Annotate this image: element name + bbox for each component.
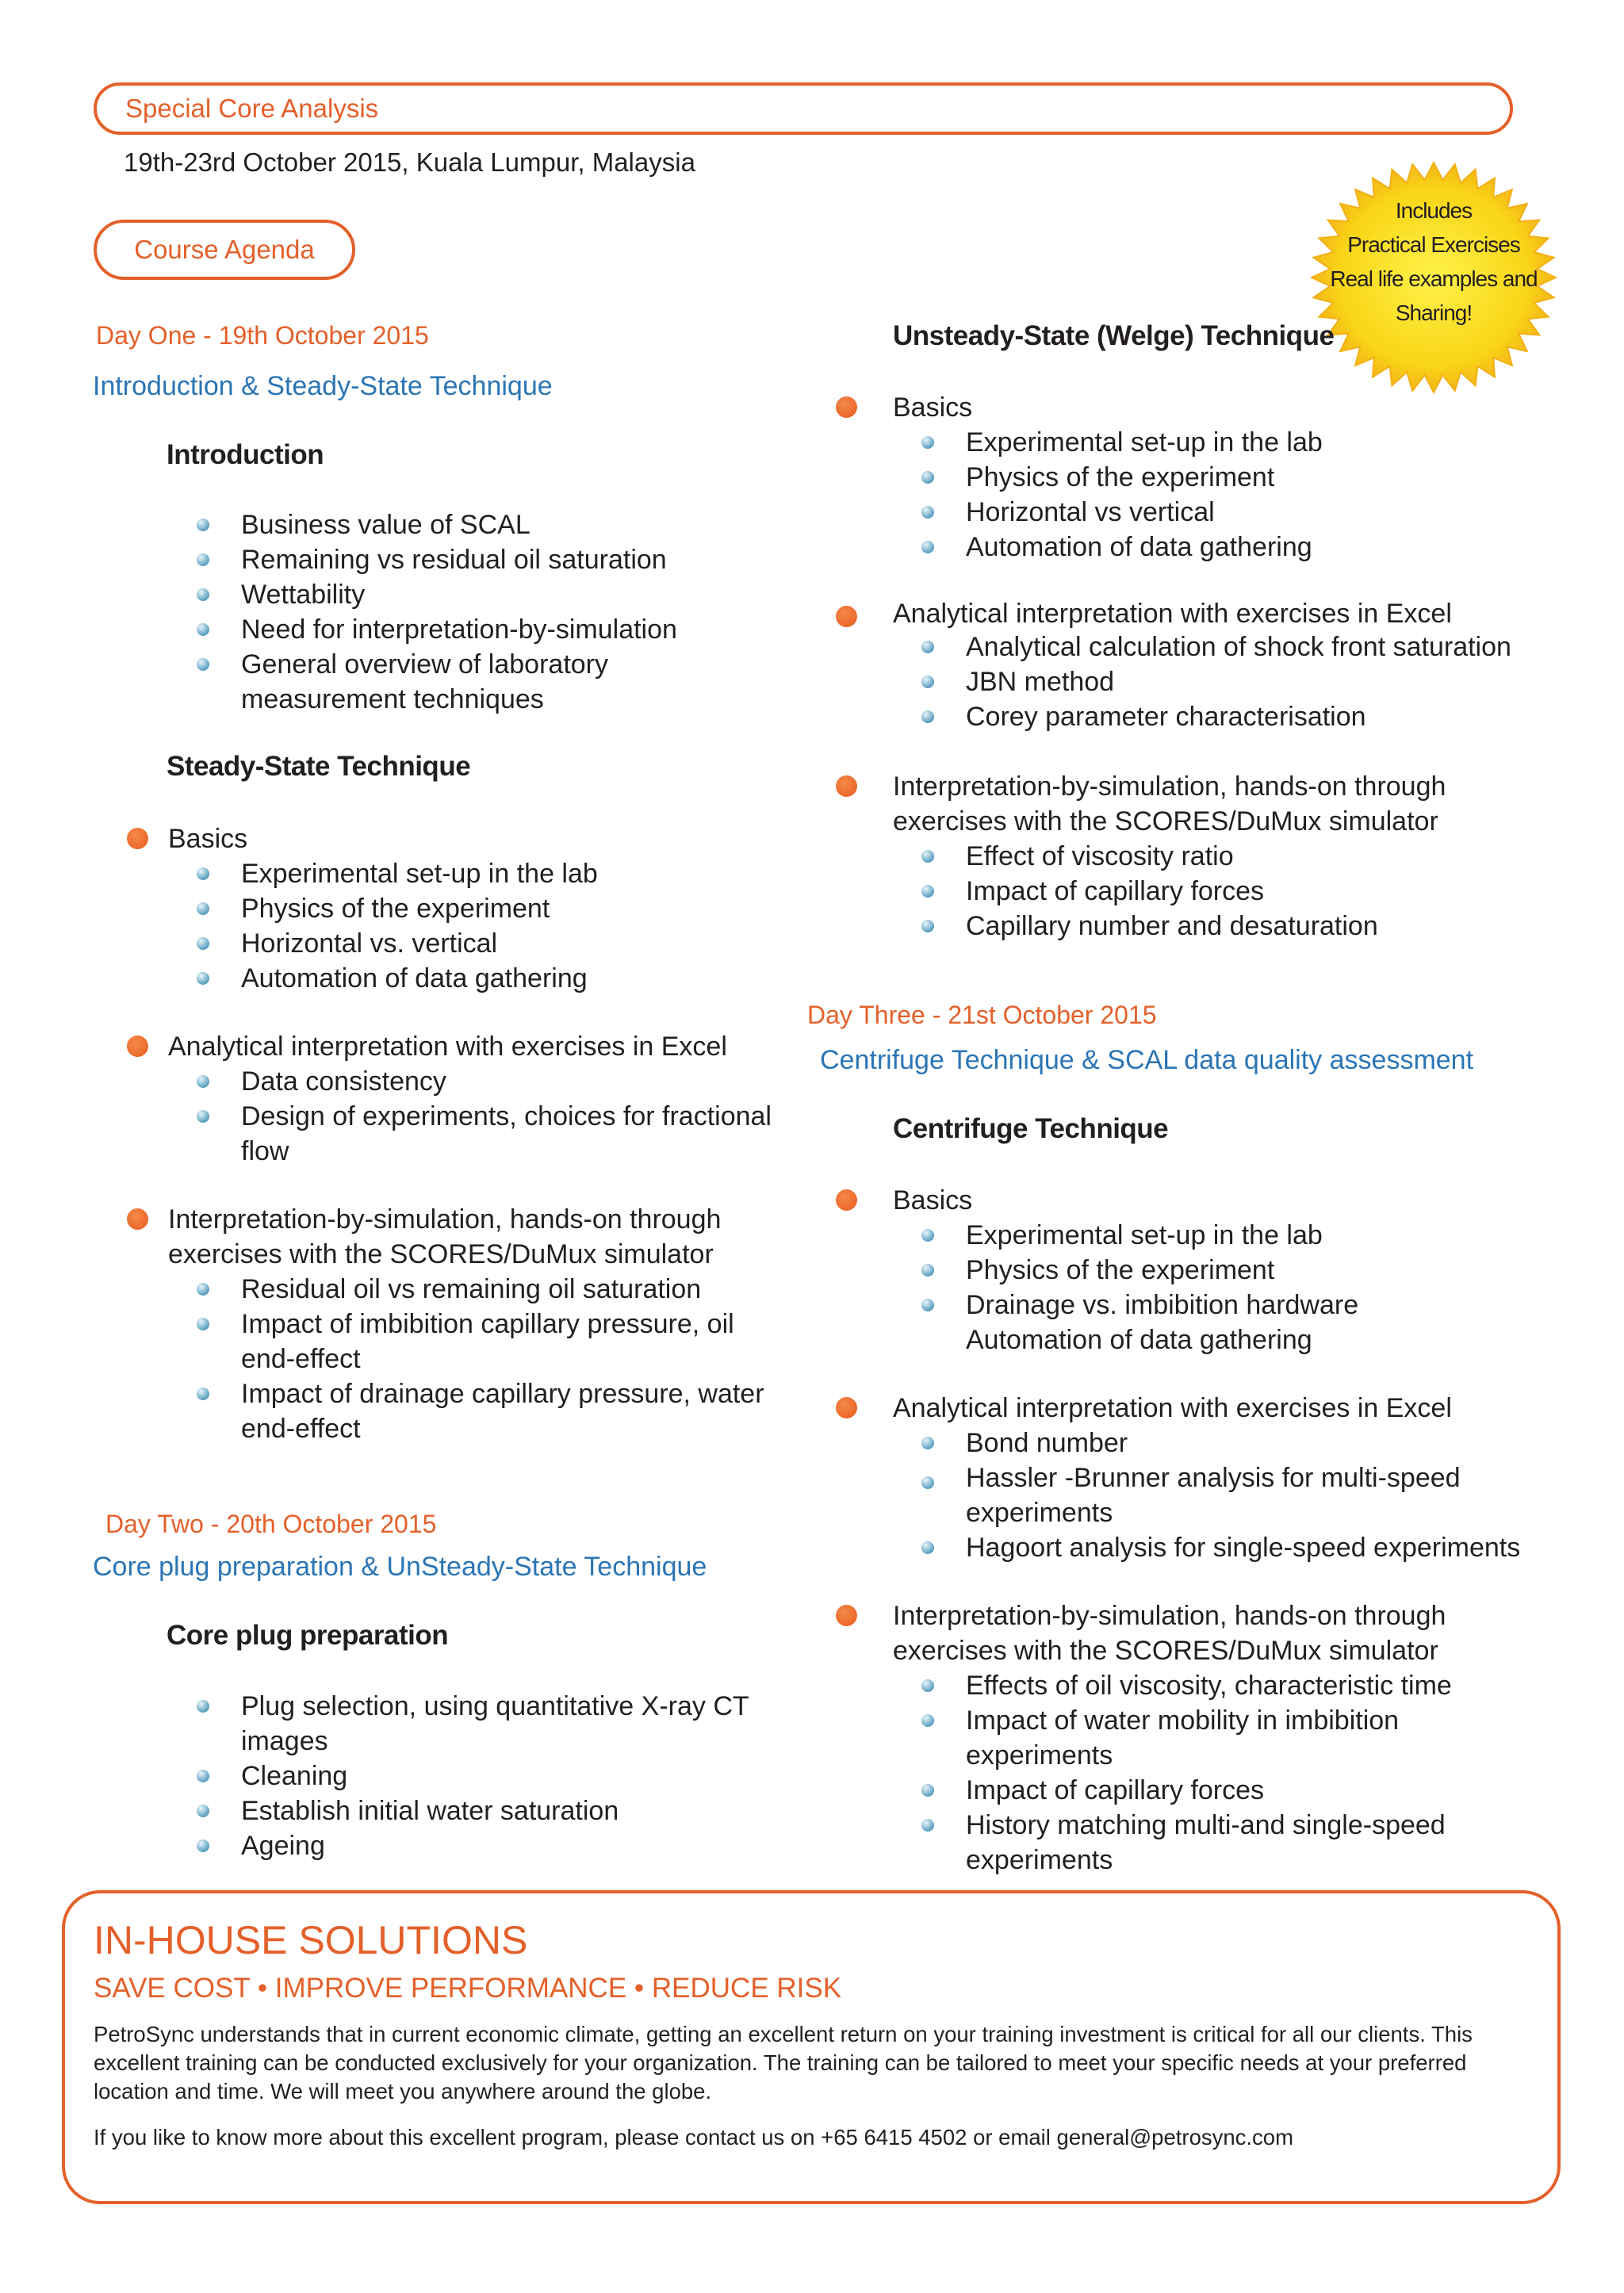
list-item-continuation: flow	[241, 1136, 289, 1166]
contact-line: If you like to know more about this excellent program, please contact us on +65 6415 4502 or email general@petrosync.com	[94, 2125, 1293, 2149]
bullet-icon	[921, 1229, 934, 1242]
list-item: Impact of capillary forces	[918, 1773, 1452, 1808]
bullet-icon	[921, 641, 934, 653]
list-item: Residual oil vs remaining oil saturation	[193, 1272, 764, 1307]
course-agenda-label-box	[94, 220, 355, 280]
badge-line-1: Includes	[1395, 198, 1473, 223]
bullet-icon	[921, 1264, 934, 1277]
orange-bullet-icon	[836, 1605, 857, 1626]
list-item: Horizontal vs vertical	[918, 495, 1323, 530]
list-item-continuation: end-effect	[241, 1344, 361, 1374]
list-item: Analytical calculation of shock front saturation	[918, 630, 1511, 664]
bullet-icon	[197, 1075, 209, 1088]
list-item: Business value of SCAL	[193, 507, 677, 542]
list-item: Bond number	[918, 1426, 1520, 1460]
day-one-title: Day One - 19th October 2015	[96, 321, 429, 350]
bullet-icon	[921, 1541, 934, 1554]
day3-basics-label: Basics	[893, 1185, 973, 1215]
list-item: Automation of data gathering	[193, 961, 598, 996]
uss-basics-label: Basics	[893, 392, 973, 423]
list-item-continuation: experiments	[966, 1740, 1113, 1770]
in-house-title: IN-HOUSE SOLUTIONS	[94, 1918, 528, 1962]
list-item: Drainage vs. imbibition hardware	[918, 1288, 1358, 1323]
list-item: Need for interpretation-by-simulation	[193, 612, 677, 647]
bullet-icon	[921, 710, 934, 723]
list-item-continuation: measurement techniques	[241, 684, 544, 714]
bullet-icon	[921, 471, 934, 484]
uss-simulation-line-2: exercises with the SCORES/DuMux simulator	[893, 806, 1438, 836]
bullet-icon	[921, 506, 934, 519]
day1-basics-label: Basics	[168, 824, 248, 854]
list-item: Capillary number and desaturation	[918, 909, 1446, 944]
uss-basics-section	[836, 390, 1323, 565]
bullet-icon	[197, 588, 209, 601]
introduction-heading: Introduction	[167, 439, 324, 470]
list-item: Effects of oil viscosity, characteristic time	[918, 1668, 1452, 1703]
orange-bullet-icon	[836, 1397, 857, 1418]
day3-analytical-label: Analytical interpretation with exercises in Excel	[893, 1393, 1452, 1423]
bullet-icon	[197, 1388, 209, 1400]
bullet-icon	[197, 1839, 209, 1852]
list-item: Wettability	[193, 577, 677, 612]
bullet-icon	[197, 902, 209, 915]
day3-simulation-section	[836, 1598, 1452, 1878]
list-item: Ageing	[193, 1828, 749, 1863]
course-agenda-label: Course Agenda	[134, 235, 315, 264]
in-house-tagline: SAVE COST • IMPROVE PERFORMANCE • REDUCE RISK	[94, 1973, 842, 2004]
list-item: Physics of the experiment	[193, 891, 598, 926]
list-item: Physics of the experiment	[918, 1253, 1358, 1288]
unsteady-state-heading: Unsteady-State (Welge) Technique	[893, 320, 1335, 351]
date-location: 19th-23rd October 2015, Kuala Lumpur, Malaysia	[124, 147, 695, 177]
bullet-icon	[921, 1437, 934, 1449]
day-two-subtitle: Core plug preparation & UnSteady-State Technique	[93, 1552, 707, 1582]
list-item: General overview of laboratory	[193, 647, 677, 682]
day-three-title: Day Three - 21st October 2015	[807, 1001, 1157, 1029]
list-item-continuation: end-effect	[241, 1414, 361, 1444]
day1-simulation-line-1: Interpretation-by-simulation, hands-on through	[168, 1204, 722, 1235]
list-item: Design of experiments, choices for fractional	[193, 1099, 772, 1134]
bullet-icon	[921, 1784, 934, 1797]
in-house-paragraph: PetroSync understands that in current economic climate, getting an excellent return on your training investment is critical for all our clients. This excellent training can be conducted exclusively for your organization. The training can be tailored to meet your specific needs at your preferred location and time. We will meet you anywhere around the globe.	[94, 2022, 1473, 2104]
day1-simulation-list	[193, 1272, 764, 1446]
list-item: History matching multi-and single-speed	[918, 1808, 1452, 1843]
list-item: Establish initial water saturation	[193, 1793, 749, 1828]
orange-bullet-icon	[836, 1189, 857, 1211]
list-item: Impact of capillary forces	[918, 874, 1446, 909]
bullet-icon	[197, 519, 209, 531]
centrifuge-heading: Centrifuge Technique	[893, 1113, 1169, 1144]
list-item: Cleaning	[193, 1759, 749, 1793]
course-title-banner	[94, 82, 1513, 135]
day-one-subtitle: Introduction & Steady-State Technique	[93, 371, 553, 401]
bullet-icon	[197, 867, 209, 880]
list-item: Data consistency	[193, 1064, 772, 1099]
bullet-icon	[921, 436, 934, 449]
day3-analytical-list	[918, 1426, 1520, 1565]
bullet-icon	[921, 541, 934, 553]
day3-analytical-section	[836, 1391, 1520, 1565]
bullet-icon	[197, 1283, 209, 1296]
in-house-solutions-box	[62, 1890, 1561, 2204]
day1-simulation-section	[127, 1202, 764, 1446]
list-item-continuation: images	[241, 1726, 328, 1756]
badge-line-4: Sharing!	[1395, 301, 1473, 325]
bullet-icon	[197, 623, 209, 636]
orange-bullet-icon	[836, 775, 857, 797]
bullet-icon	[921, 1714, 934, 1727]
core-plug-heading: Core plug preparation	[167, 1620, 449, 1651]
list-item-continuation: experiments	[966, 1498, 1113, 1528]
course-title: Special Core Analysis	[125, 94, 379, 123]
orange-bullet-icon	[127, 828, 148, 849]
list-item: Impact of water mobility in imbibition	[918, 1703, 1452, 1738]
bullet-icon	[197, 972, 209, 985]
day-two-title: Day Two - 20th October 2015	[105, 1510, 437, 1538]
list-item: Impact of imbibition capillary pressure, oil	[193, 1307, 764, 1342]
list-item: Plug selection, using quantitative X-ray CT	[193, 1689, 749, 1724]
bullet-icon	[921, 1299, 934, 1311]
list-item: Remaining vs residual oil saturation	[193, 542, 677, 577]
steady-state-heading: Steady-State Technique	[167, 751, 471, 782]
list-item: Hassler -Brunner analysis for multi-speed	[918, 1460, 1520, 1495]
bullet-icon	[921, 850, 934, 863]
uss-simulation-line-1: Interpretation-by-simulation, hands-on through	[893, 771, 1446, 802]
list-item: Effect of viscosity ratio	[918, 839, 1446, 874]
core-plug-list	[193, 1689, 749, 1863]
bullet-icon	[197, 553, 209, 566]
day1-basics-section	[127, 821, 598, 996]
list-item: Automation of data gathering	[918, 530, 1323, 565]
day3-basics-section	[836, 1183, 1358, 1357]
uss-analytical-section	[836, 598, 1511, 734]
includes-starburst-badge	[1307, 159, 1561, 396]
bullet-icon	[197, 1805, 209, 1817]
day3-simulation-list	[918, 1668, 1452, 1878]
bullet-icon	[921, 920, 934, 932]
list-item: Physics of the experiment	[918, 460, 1323, 495]
uss-simulation-list	[918, 839, 1446, 944]
day1-analytical-label: Analytical interpretation with exercises in Excel	[168, 1032, 727, 1062]
list-item: Hagoort analysis for single-speed experiments	[918, 1530, 1520, 1565]
bullet-icon	[197, 1110, 209, 1123]
bullet-icon	[197, 1318, 209, 1330]
list-item: Horizontal vs. vertical	[193, 926, 598, 961]
list-item: Corey parameter characterisation	[918, 699, 1511, 734]
bullet-icon	[197, 658, 209, 671]
day1-simulation-line-2: exercises with the SCORES/DuMux simulator	[168, 1239, 714, 1269]
list-item-continuation: experiments	[966, 1845, 1113, 1875]
list-item-continuation: Automation of data gathering	[966, 1325, 1312, 1355]
bullet-icon	[921, 676, 934, 688]
day3-basics-list	[918, 1218, 1358, 1357]
orange-bullet-icon	[127, 1035, 148, 1057]
list-item: Experimental set-up in the lab	[918, 1218, 1358, 1253]
badge-line-2: Practical Exercises	[1347, 232, 1520, 257]
list-item: Experimental set-up in the lab	[193, 856, 598, 891]
bullet-icon	[921, 1476, 934, 1489]
list-item: Experimental set-up in the lab	[918, 425, 1323, 460]
uss-analytical-list	[918, 630, 1511, 734]
day1-analytical-section	[127, 1029, 772, 1169]
day3-simulation-line-1: Interpretation-by-simulation, hands-on through	[893, 1601, 1446, 1631]
bullet-icon	[197, 937, 209, 950]
list-item: JBN method	[918, 664, 1511, 699]
bullet-icon	[197, 1770, 209, 1782]
uss-basics-list	[918, 425, 1323, 565]
day1-analytical-list	[193, 1064, 772, 1169]
introduction-list	[193, 507, 677, 717]
day3-simulation-line-2: exercises with the SCORES/DuMux simulator	[893, 1636, 1438, 1666]
orange-bullet-icon	[836, 396, 857, 418]
bullet-icon	[921, 1819, 934, 1832]
orange-bullet-icon	[836, 606, 857, 627]
uss-simulation-section	[836, 769, 1446, 944]
orange-bullet-icon	[127, 1208, 148, 1230]
list-item: Impact of drainage capillary pressure, water	[193, 1376, 764, 1411]
day-three-subtitle: Centrifuge Technique & SCAL data quality assessment	[820, 1045, 1474, 1075]
badge-line-3: Real life examples and	[1330, 266, 1538, 291]
bullet-icon	[197, 1700, 209, 1713]
day1-basics-list	[193, 856, 598, 996]
badge-text	[1307, 193, 1561, 330]
uss-analytical-label: Analytical interpretation with exercises in Excel	[893, 599, 1452, 629]
bullet-icon	[921, 885, 934, 898]
bullet-icon	[921, 1679, 934, 1692]
